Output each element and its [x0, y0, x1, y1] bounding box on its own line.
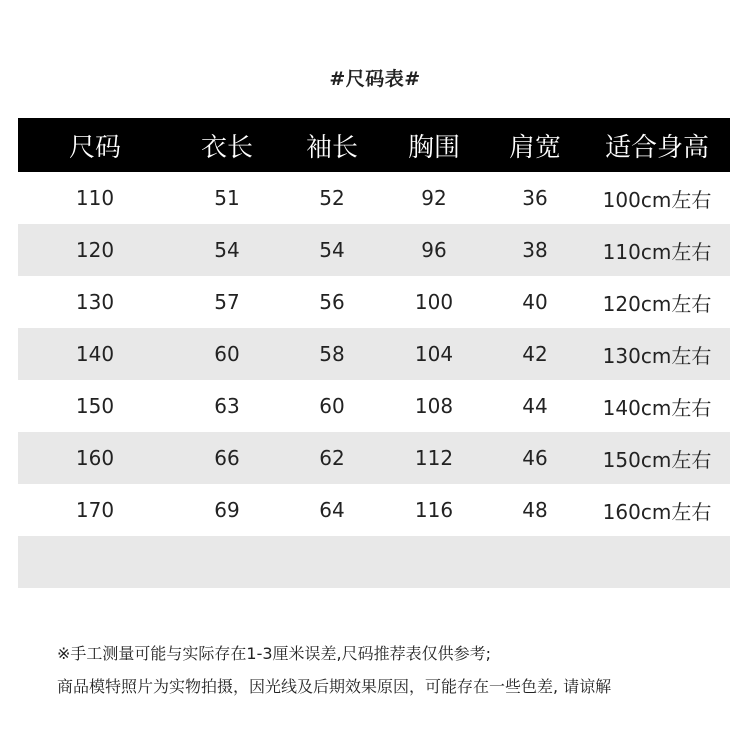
page-title: #尺码表#	[329, 68, 421, 90]
cell-height: 120cm左右	[602, 291, 712, 316]
cell-height: 100cm左右	[602, 187, 712, 212]
cell-length	[172, 536, 282, 588]
cell-chest: 104	[382, 328, 486, 380]
table-row	[18, 328, 730, 380]
column-header-size: 尺码	[18, 118, 172, 172]
cell-shoulder	[486, 536, 584, 588]
cell-height: 130cm左右	[584, 328, 730, 380]
column-header-sleeve: 袖长	[282, 118, 382, 172]
cell-size: 160	[18, 432, 172, 484]
cell-shoulder: 48	[522, 498, 548, 522]
cell-sleeve: 52	[319, 186, 345, 210]
table-row	[18, 172, 730, 224]
cell-size: 110	[75, 186, 115, 210]
cell-chest: 108	[414, 394, 454, 418]
cell-sleeve: 54	[282, 224, 382, 276]
cell-sleeve: 60	[319, 394, 345, 418]
cell-height: 140cm左右	[602, 395, 712, 420]
cell-size: 130	[75, 290, 115, 314]
column-header-length: 衣长	[172, 118, 282, 172]
cell-length: 51	[214, 186, 240, 210]
table-row	[18, 432, 730, 484]
cell-chest: 92	[421, 186, 447, 210]
cell-length: 60	[172, 328, 282, 380]
cell-sleeve: 62	[282, 432, 382, 484]
cell-height: 150cm左右	[584, 432, 730, 484]
cell-height: 160cm左右	[602, 499, 712, 524]
cell-sleeve: 64	[319, 498, 345, 522]
cell-chest: 116	[414, 498, 454, 522]
cell-length: 69	[214, 498, 240, 522]
cell-sleeve	[282, 536, 382, 588]
table-row	[18, 380, 730, 432]
cell-shoulder: 44	[522, 394, 548, 418]
column-header-chest: 胸围	[382, 118, 486, 172]
cell-size	[18, 536, 172, 588]
cell-length: 54	[172, 224, 282, 276]
cell-size: 140	[18, 328, 172, 380]
cell-sleeve: 58	[282, 328, 382, 380]
cell-length: 66	[172, 432, 282, 484]
table-row-empty	[18, 536, 730, 588]
cell-chest: 100	[414, 290, 454, 314]
column-header-height: 适合身高	[584, 118, 730, 172]
size-chart-table	[18, 118, 730, 588]
cell-size: 120	[18, 224, 172, 276]
column-header-shoulder: 肩宽	[486, 118, 584, 172]
measurement-disclaimer: ※手工测量可能与实际存在1-3厘米误差,尺码推荐表仅供参考;	[57, 644, 492, 663]
table-row	[18, 224, 730, 276]
cell-shoulder: 36	[522, 186, 548, 210]
cell-size: 170	[75, 498, 115, 522]
table-row	[18, 276, 730, 328]
cell-shoulder: 38	[486, 224, 584, 276]
cell-height: 110cm左右	[584, 224, 730, 276]
color-disclaimer: 商品模特照片为实物拍摄，因光线及后期效果原因，可能存在一些色差, 请谅解	[57, 677, 612, 696]
table-header-row	[18, 118, 730, 172]
table-row	[18, 484, 730, 536]
cell-chest	[382, 536, 486, 588]
cell-shoulder: 46	[486, 432, 584, 484]
cell-height	[584, 536, 730, 588]
cell-shoulder: 42	[486, 328, 584, 380]
cell-shoulder: 40	[522, 290, 548, 314]
cell-length: 63	[214, 394, 240, 418]
cell-length: 57	[214, 290, 240, 314]
cell-chest: 112	[382, 432, 486, 484]
cell-sleeve: 56	[319, 290, 345, 314]
cell-chest: 96	[382, 224, 486, 276]
cell-size: 150	[75, 394, 115, 418]
